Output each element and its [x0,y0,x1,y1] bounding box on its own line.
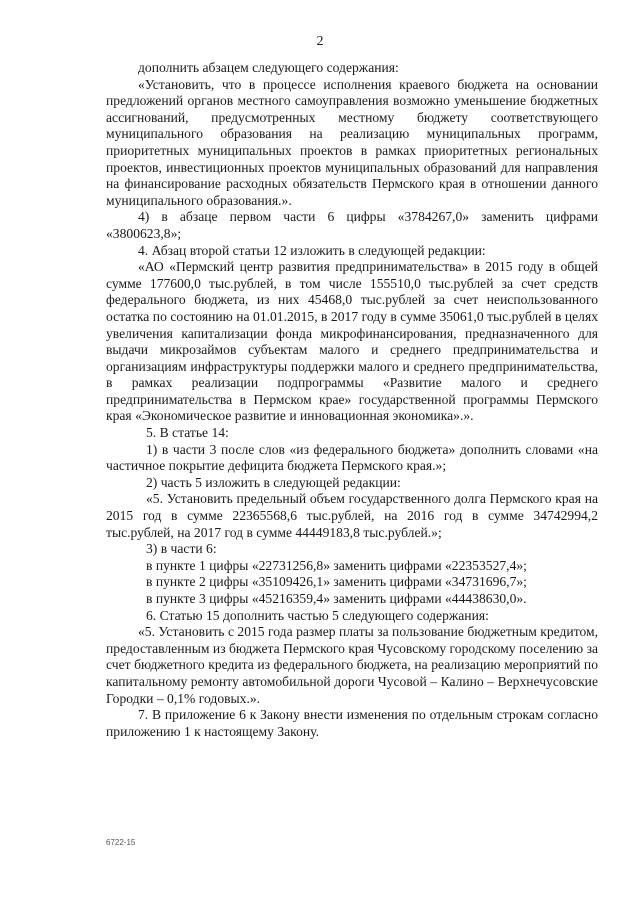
paragraph-item-4-part-6: 4) в абзаце первом части 6 цифры «3784267,0» заменить цифрами «3800623,8»; [106,209,598,241]
paragraph-article-14-part-3: 1) в части 3 после слов «из федерального бюджета» дополнить словами «на частичное покрытие дефицита бюджета Пермского края.»; [106,441,598,474]
paragraph-article-14-part-5-heading: 2) часть 5 изложить в следующей редакции: [146,474,401,490]
paragraph-point-3-replace: в пункте 3 цифры «45216359,4» заменить цифрами «44438630,0». [146,591,527,606]
paragraph-point-2-replace: в пункте 2 цифры «35109426,1» заменить цифрами «34731696,7»; [146,574,527,590]
paragraph-point-1-replace: в пункте 1 цифры «22731256,8» заменить цифрами «22353527,4»; [146,557,527,573]
paragraph-credit-fee-quote: «5. Установить с 2015 года размер платы за пользование бюджетным кредитом, предоставленным из бюджета Пермского края Чусовскому городскому поселению за счет бюджетного кредита из федерального бюджета, на реализацию мероприятий по капитальному ремонту автомобильной дороги Чусовой – Калино – Верхнечусовские Городки – 0,1% годовых.». [106,624,598,706]
paragraph-article-15-heading: 6. Статью 15 дополнить частью 5 следующего содержания: [146,607,489,623]
paragraph-appendix-6-changes: 7. В приложение 6 к Закону внести изменения по отдельным строкам согласно приложению 1 к настоящему Закону. [106,707,598,739]
paragraph-article-12-heading: 4. Абзац второй статьи 12 изложить в следующей редакции: [138,242,486,258]
paragraph-perm-center-quote: «АО «Пермский центр развития предпринимательства» в 2015 году в общей сумме 177600,0 тыс.рублей, в том числе 155510,0 тыс.рублей за счет средств федерального бюджета, из них 45468,0 тыс.рублей за счет неиспользованного остатка по состоянию на 01.01.2015, в 2017 году в сумме 35061,0 тыс.рублей в целях увеличения капитализации фонда микрофинансирования, предназначенного для выдачи микрозаймов субъектам малого и среднего предпринимательства и организациям инфраструктуры поддержки малого и среднего предпринимательства, в рамках реализации подпрограммы «Развитие малого и среднего предпринимательства в Пермском крае» государственной программы Пермского края «Экономическое развитие и инновационная экономика».». [106,259,598,424]
paragraph-debt-limit-quote: «5. Установить предельный объем государственного долга Пермского края на 2015 год в сумме 22365568,6 тыс.рублей, на 2016 год в сумме 34742994,2 тыс.рублей, на 2017 год в сумме 44449183,8 тыс.рублей.»; [106,491,598,540]
paragraph-article-14-heading: 5. В статье 14: [146,425,229,441]
document-body [106,60,598,740]
footer-document-code: 6722-15 [106,838,136,847]
paragraph-article-14-part-6-heading: 3) в части 6: [146,541,217,557]
page-number: 2 [316,34,324,49]
paragraph-amend-intro: дополнить абзацем следующего содержания: [138,60,399,75]
paragraph-budget-reduction-quote: «Установить, что в процессе исполнения краевого бюджета на основании предложений органов местного самоуправления возможно уменьшение бюджетных ассигнований, предусмотренных местному бюджету соответствующего муниципального образования на реализацию муниципальных программ, приоритетных муниципальных проектов в рамках приоритетных региональных проектов, инвестиционных проектов муниципальных образований для направления на финансирование расходных обязательств Пермского края в отношении данного муниципального образования.». [106,76,598,208]
